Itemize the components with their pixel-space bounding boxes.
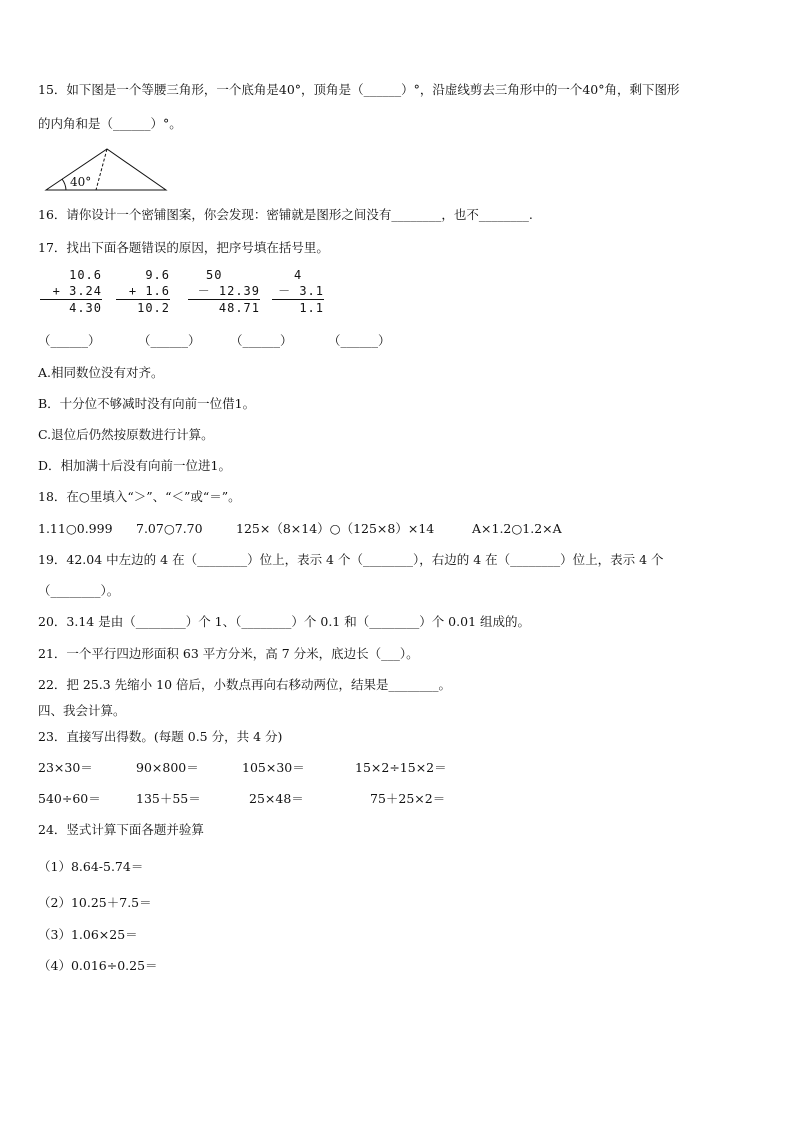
answer-blank-4[interactable]: （______）	[328, 333, 391, 348]
q24-item-3: （3）1.06×25＝	[38, 927, 138, 942]
angle-label: 40°	[70, 175, 92, 189]
q16-text: 16．请你设计一个密铺图案，你会发现：密铺就是图形之间没有________，也不________.	[38, 207, 533, 222]
q24-item-2: （2）10.25＋7.5＝	[38, 895, 152, 910]
q18-item-1: 1.11○0.999	[38, 521, 113, 536]
vertical-problem-2: 9.6 + 1.6 10.2	[116, 267, 170, 316]
q18-item-4: A×1.2○1.2×A	[472, 521, 562, 536]
q23-r1-1: 23×30＝	[38, 760, 93, 775]
answer-blank-1[interactable]: （______）	[38, 333, 101, 348]
q23-r1-4: 15×2÷15×2＝	[355, 760, 447, 775]
q23-prompt: 23．直接写出得数。(每题 0.5 分，共 4 分)	[38, 729, 283, 744]
q19-line2: （________）。	[38, 583, 120, 598]
q18-prompt: 18．在○里填入“＞”、“＜”或“＝”。	[38, 489, 241, 504]
isosceles-triangle-figure	[44, 146, 170, 194]
option-b: B．十分位不够减时没有向前一位借1。	[38, 396, 256, 411]
q17-prompt: 17．找出下面各题错误的原因，把序号填在括号里。	[38, 240, 329, 255]
q23-r2-1: 540÷60＝	[38, 791, 101, 806]
vertical-problem-1: 10.6 + 3.24 4.30	[40, 267, 102, 316]
q23-r2-4: 75＋25×2＝	[370, 791, 446, 806]
q20-text: 20．3.14 是由（________）个 1、（________）个 0.1 和（________）个 0.01 组成的。	[38, 614, 530, 629]
section-heading: 四、我会计算。	[38, 703, 126, 718]
q24-prompt: 24．竖式计算下面各题并验算	[38, 822, 204, 837]
q23-r1-3: 105×30＝	[242, 760, 305, 775]
q21-text: 21．一个平行四边形面积 63 平方分米，高 7 分米，底边长（___）。	[38, 646, 419, 661]
q23-r1-2: 90×800＝	[136, 760, 199, 775]
q15-line1: 15．如下图是一个等腰三角形，一个底角是40°，顶角是（______）°，沿虚线剪去三角形中的一个40°角，剩下图形	[38, 82, 680, 97]
q23-r2-3: 25×48＝	[249, 791, 304, 806]
q24-item-4: （4）0.016÷0.25＝	[38, 958, 158, 973]
q18-item-3: 125×（8×14）○（125×8）×14	[236, 521, 435, 536]
q19-line1: 19．42.04 中左边的 4 在（________）位上，表示 4 个（________），右边的 4 在（________）位上，表示 4 个	[38, 552, 664, 567]
answer-blank-3[interactable]: （______）	[230, 333, 293, 348]
q23-r2-2: 135＋55＝	[136, 791, 201, 806]
option-d: D．相加满十后没有向前一位进1。	[38, 458, 231, 473]
vertical-problem-3: 50 － 12.39 48.71	[188, 267, 260, 316]
option-c: C.退位后仍然按原数进行计算。	[38, 427, 214, 442]
q22-text: 22．把 25.3 先缩小 10 倍后，小数点再向右移动两位，结果是________。	[38, 677, 452, 692]
q15-line2: 的内角和是（______）°。	[38, 116, 182, 131]
q24-item-1: （1）8.64-5.74＝	[38, 859, 144, 874]
answer-blank-2[interactable]: （______）	[138, 333, 201, 348]
option-a: A.相同数位没有对齐。	[38, 365, 164, 380]
q18-item-2: 7.07○7.70	[136, 521, 203, 536]
vertical-problem-4: 4 － 3.1 1.1	[272, 267, 324, 316]
